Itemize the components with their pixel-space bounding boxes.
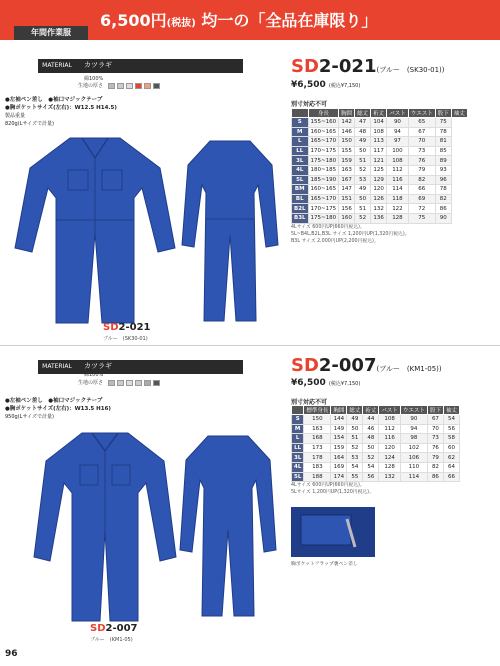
table-cell: 159 xyxy=(331,443,347,453)
thickness-swatches: 生地の厚さ xyxy=(78,379,160,386)
table-cell: 100 xyxy=(387,146,409,156)
table-cell: 82 xyxy=(435,194,451,204)
size-cell: M xyxy=(292,127,309,137)
size-cell: BL xyxy=(292,194,309,204)
table-cell: 188 xyxy=(304,472,331,482)
table-cell: 156 xyxy=(339,204,355,214)
table-cell: 146 xyxy=(339,127,355,137)
table-cell: 82 xyxy=(408,175,435,185)
column-header: 総丈 xyxy=(355,109,371,118)
table-cell: 118 xyxy=(387,194,409,204)
table-cell: 144 xyxy=(331,415,347,425)
table-row xyxy=(292,204,468,214)
coverall-front-image xyxy=(30,425,180,625)
table-cell: 47 xyxy=(355,118,371,128)
table-cell: 128 xyxy=(387,213,409,223)
table-cell: 76 xyxy=(427,443,443,453)
size-notes: 4Lサイズ 600円UP(660円税込)。 5L~B4L,B2L,B3L サイズ 1,200円UP(1,320円税込)。 B3L サイズ 2,000円UP(2,200円税込)。 xyxy=(291,225,410,244)
table-cell: 82 xyxy=(427,462,443,472)
table-cell: 117 xyxy=(371,146,387,156)
table-cell: 104 xyxy=(371,118,387,128)
column-header: 袖丈 xyxy=(443,406,459,415)
table-cell: 50 xyxy=(355,194,371,204)
page-header xyxy=(0,0,500,40)
price: ¥6,500 (税込¥7,150) xyxy=(291,378,361,388)
table-row xyxy=(292,165,468,175)
table-cell: 93 xyxy=(435,165,451,175)
table-cell: 70 xyxy=(408,137,435,147)
table-cell: 50 xyxy=(355,146,371,156)
table-cell: 49 xyxy=(355,137,371,147)
coverall-front-image xyxy=(10,128,180,328)
swatch xyxy=(117,83,124,89)
table-row xyxy=(292,118,468,128)
table-cell: 154 xyxy=(331,434,347,444)
table-cell: 112 xyxy=(379,424,401,434)
table-cell: 44 xyxy=(363,415,379,425)
table-cell: 67 xyxy=(427,415,443,425)
table-row xyxy=(292,194,468,204)
table-cell: 49 xyxy=(347,415,363,425)
size-cell: B2L xyxy=(292,204,309,214)
column-header: 股下 xyxy=(435,109,451,118)
table-cell: 120 xyxy=(371,185,387,195)
table-cell: 113 xyxy=(371,137,387,147)
caption-code: SD2-007 xyxy=(90,623,138,634)
pocket-detail-photo xyxy=(291,507,375,557)
table-row xyxy=(292,443,460,453)
size-cell: B3L xyxy=(292,213,309,223)
table-cell: 112 xyxy=(387,165,409,175)
table-cell: 185~190 xyxy=(308,175,339,185)
size-table-title: 別寸対応不可 xyxy=(291,399,328,406)
table-row xyxy=(292,453,460,463)
table-row xyxy=(292,127,468,137)
table-row xyxy=(292,434,460,444)
table-cell: 150 xyxy=(339,137,355,147)
column-header: ウエスト xyxy=(400,406,427,415)
table-cell: 168 xyxy=(304,434,331,444)
table-cell: 52 xyxy=(355,213,371,223)
table-cell: 75 xyxy=(408,213,435,223)
column-header: 標準身長 xyxy=(304,406,331,415)
table-cell: 52 xyxy=(347,443,363,453)
size-cell: 4L xyxy=(292,165,309,175)
table-cell: 183 xyxy=(304,462,331,472)
table-cell: 165~170 xyxy=(308,194,339,204)
table-cell: 120 xyxy=(379,443,401,453)
table-cell: 155~160 xyxy=(308,118,339,128)
table-cell: 97 xyxy=(387,137,409,147)
column-header: 身長 xyxy=(308,109,339,118)
size-cell: M xyxy=(292,424,304,434)
features-list: ●左袖ペン差し ●袖口マジックテープ ●胸ポケットサイズ(左右)：W12.5 H14.5) 製品重量 820g(Lサイズで計量) xyxy=(5,97,117,127)
swatch xyxy=(117,380,124,386)
table-row xyxy=(292,137,468,147)
table-row xyxy=(292,424,460,434)
table-cell: 53 xyxy=(355,175,371,185)
table-cell: 160~165 xyxy=(308,185,339,195)
product-code: SD2-007(ブルー (KM1-05)) xyxy=(291,355,442,376)
table-cell: 56 xyxy=(443,424,459,434)
table-cell: 150 xyxy=(304,415,331,425)
table-cell: 108 xyxy=(379,415,401,425)
table-cell: 170~175 xyxy=(308,146,339,156)
size-table xyxy=(291,108,468,224)
table-cell: 170~175 xyxy=(308,204,339,214)
table-cell: 89 xyxy=(435,156,451,166)
table-cell: 147 xyxy=(339,185,355,195)
swatch xyxy=(144,83,151,89)
table-cell: 149 xyxy=(331,424,347,434)
table-cell: 164 xyxy=(331,453,347,463)
table-cell: 142 xyxy=(339,118,355,128)
table-cell: 79 xyxy=(408,165,435,175)
size-cell: 3L xyxy=(292,453,304,463)
table-cell: 173 xyxy=(304,443,331,453)
table-cell: 73 xyxy=(427,434,443,444)
column-header: 総丈 xyxy=(347,406,363,415)
table-cell: 46 xyxy=(363,424,379,434)
category-label: 年間作業服 xyxy=(14,26,88,40)
coverall-back-image xyxy=(180,135,280,325)
table-cell: 65 xyxy=(408,118,435,128)
table-cell: 124 xyxy=(379,453,401,463)
table-cell: 67 xyxy=(408,127,435,137)
swatch xyxy=(126,380,133,386)
column-header xyxy=(292,406,304,415)
caption-code: SD2-021 xyxy=(103,322,151,333)
table-cell: 48 xyxy=(363,434,379,444)
table-cell: 54 xyxy=(363,462,379,472)
caption-color: ブルー (SK30-01) xyxy=(103,336,148,342)
size-cell: BM xyxy=(292,185,309,195)
size-cell: 4L xyxy=(292,462,304,472)
table-cell: 66 xyxy=(443,472,459,482)
swatch xyxy=(153,83,160,89)
table-cell: 116 xyxy=(387,175,409,185)
table-cell: 174 xyxy=(331,472,347,482)
table-cell: 180~185 xyxy=(308,165,339,175)
section-divider xyxy=(0,345,500,346)
table-cell: 151 xyxy=(339,194,355,204)
size-table xyxy=(291,405,460,482)
table-cell: 175~180 xyxy=(308,213,339,223)
table-row xyxy=(292,175,468,185)
swatch xyxy=(153,380,160,386)
column-header: バスト xyxy=(387,109,409,118)
table-cell: 102 xyxy=(400,443,427,453)
table-cell: 51 xyxy=(347,434,363,444)
table-cell: 167 xyxy=(339,175,355,185)
table-row xyxy=(292,213,468,223)
table-cell: 53 xyxy=(347,453,363,463)
table-cell: 165~170 xyxy=(308,137,339,147)
column-header: バスト xyxy=(379,406,401,415)
table-header-row xyxy=(292,109,468,118)
table-cell: 178 xyxy=(304,453,331,463)
column-header: 裄丈 xyxy=(371,109,387,118)
table-cell: 90 xyxy=(387,118,409,128)
table-cell: 128 xyxy=(379,462,401,472)
table-cell: 48 xyxy=(355,127,371,137)
table-cell: 108 xyxy=(371,127,387,137)
table-row xyxy=(292,185,468,195)
table-cell: 125 xyxy=(371,165,387,175)
swatch xyxy=(108,83,115,89)
material-bar xyxy=(38,59,243,73)
table-cell: 69 xyxy=(408,194,435,204)
table-cell: 163 xyxy=(304,424,331,434)
table-cell: 126 xyxy=(371,194,387,204)
table-cell: 90 xyxy=(435,213,451,223)
table-cell: 106 xyxy=(400,453,427,463)
table-cell: 159 xyxy=(339,156,355,166)
material-bar xyxy=(38,360,243,374)
table-row xyxy=(292,146,468,156)
table-cell: 51 xyxy=(355,156,371,166)
size-cell: L xyxy=(292,434,304,444)
size-cell: 5L xyxy=(292,472,304,482)
price: ¥6,500 (税込¥7,150) xyxy=(291,80,361,90)
table-cell: 54 xyxy=(443,415,459,425)
table-cell: 155 xyxy=(339,146,355,156)
table-cell: 49 xyxy=(355,185,371,195)
table-cell: 136 xyxy=(371,213,387,223)
size-notes: 4Lサイズ 600円UP(660円税込)。 5Lサイズ 1,200円UP(1,320円税込)。 xyxy=(291,483,374,495)
table-cell: 116 xyxy=(379,434,401,444)
size-cell: S xyxy=(292,118,309,128)
table-cell: 110 xyxy=(400,462,427,472)
table-cell: 58 xyxy=(443,434,459,444)
material-composition: 綿100% xyxy=(84,372,104,378)
column-header: 袖丈 xyxy=(451,109,467,118)
product-code: SD2-021(ブルー (SK30-01)) xyxy=(291,56,445,77)
table-cell: 163 xyxy=(339,165,355,175)
table-cell: 54 xyxy=(347,462,363,472)
table-cell: 60 xyxy=(443,443,459,453)
table-cell: 73 xyxy=(408,146,435,156)
table-cell: 79 xyxy=(427,453,443,463)
swatch xyxy=(126,83,133,89)
size-table-title: 別寸対応不可 xyxy=(291,101,328,108)
table-cell: 108 xyxy=(387,156,409,166)
table-cell: 81 xyxy=(435,137,451,147)
table-cell: 160~165 xyxy=(308,127,339,137)
table-cell: 75 xyxy=(435,118,451,128)
swatch xyxy=(135,380,142,386)
table-cell: 76 xyxy=(408,156,435,166)
table-cell: 52 xyxy=(355,165,371,175)
table-cell: 96 xyxy=(435,175,451,185)
table-cell: 51 xyxy=(355,204,371,214)
table-cell: 132 xyxy=(379,472,401,482)
table-cell: 94 xyxy=(400,424,427,434)
table-cell: 85 xyxy=(435,146,451,156)
table-header-row xyxy=(292,406,460,415)
table-cell: 55 xyxy=(347,472,363,482)
size-cell: LL xyxy=(292,443,304,453)
table-cell: 70 xyxy=(427,424,443,434)
table-cell: 114 xyxy=(400,472,427,482)
table-cell: 86 xyxy=(427,472,443,482)
material-composition: 綿100% xyxy=(84,76,104,82)
page-number: 96 xyxy=(5,649,18,659)
material-name: カツラギ xyxy=(84,362,112,370)
column-header: 胸囲 xyxy=(331,406,347,415)
table-row xyxy=(292,462,460,472)
swatch xyxy=(108,380,115,386)
table-cell: 169 xyxy=(331,462,347,472)
size-cell: S xyxy=(292,415,304,425)
table-row xyxy=(292,415,460,425)
header-title: 6,500円(税抜) 均一の「全品在庫限り」 xyxy=(100,11,378,30)
table-cell: 98 xyxy=(400,434,427,444)
coverall-back-image xyxy=(178,430,278,620)
table-cell: 175~180 xyxy=(308,156,339,166)
table-cell: 132 xyxy=(371,204,387,214)
table-cell: 52 xyxy=(363,453,379,463)
table-cell: 50 xyxy=(347,424,363,434)
table-row xyxy=(292,156,468,166)
table-cell: 129 xyxy=(371,175,387,185)
thickness-swatches: 生地の厚さ xyxy=(78,82,160,89)
table-cell: 66 xyxy=(408,185,435,195)
detail-caption: 胸ポケットフラップ裏ペン差し xyxy=(291,562,358,567)
table-cell: 72 xyxy=(408,204,435,214)
table-cell: 160 xyxy=(339,213,355,223)
swatch xyxy=(144,380,151,386)
material-name: カツラギ xyxy=(84,61,112,69)
column-header: ウエスト xyxy=(408,109,435,118)
table-cell: 64 xyxy=(443,462,459,472)
table-cell: 114 xyxy=(387,185,409,195)
column-header xyxy=(292,109,309,118)
table-cell: 78 xyxy=(435,185,451,195)
caption-color: ブルー (KM1-05) xyxy=(90,637,133,643)
table-cell: 90 xyxy=(400,415,427,425)
table-cell: 121 xyxy=(371,156,387,166)
table-cell: 78 xyxy=(435,127,451,137)
column-header: 胸囲 xyxy=(339,109,355,118)
table-cell: 86 xyxy=(435,204,451,214)
features-list: ●左袖ペン差し ●袖口マジックテープ ●胸ポケットサイズ(左右)：W13.5 H16) 950g(Lサイズで計量) xyxy=(5,398,111,420)
table-cell: 122 xyxy=(387,204,409,214)
material-label: MATERIAL xyxy=(42,363,72,370)
column-header: 裄丈 xyxy=(363,406,379,415)
table-cell: 62 xyxy=(443,453,459,463)
swatch xyxy=(135,83,142,89)
table-row xyxy=(292,472,460,482)
size-cell: L xyxy=(292,137,309,147)
material-label: MATERIAL xyxy=(42,62,72,69)
size-cell: LL xyxy=(292,146,309,156)
size-cell: 3L xyxy=(292,156,309,166)
table-cell: 56 xyxy=(363,472,379,482)
column-header: 股下 xyxy=(427,406,443,415)
size-cell: 5L xyxy=(292,175,309,185)
table-cell: 50 xyxy=(363,443,379,453)
table-cell: 94 xyxy=(387,127,409,137)
